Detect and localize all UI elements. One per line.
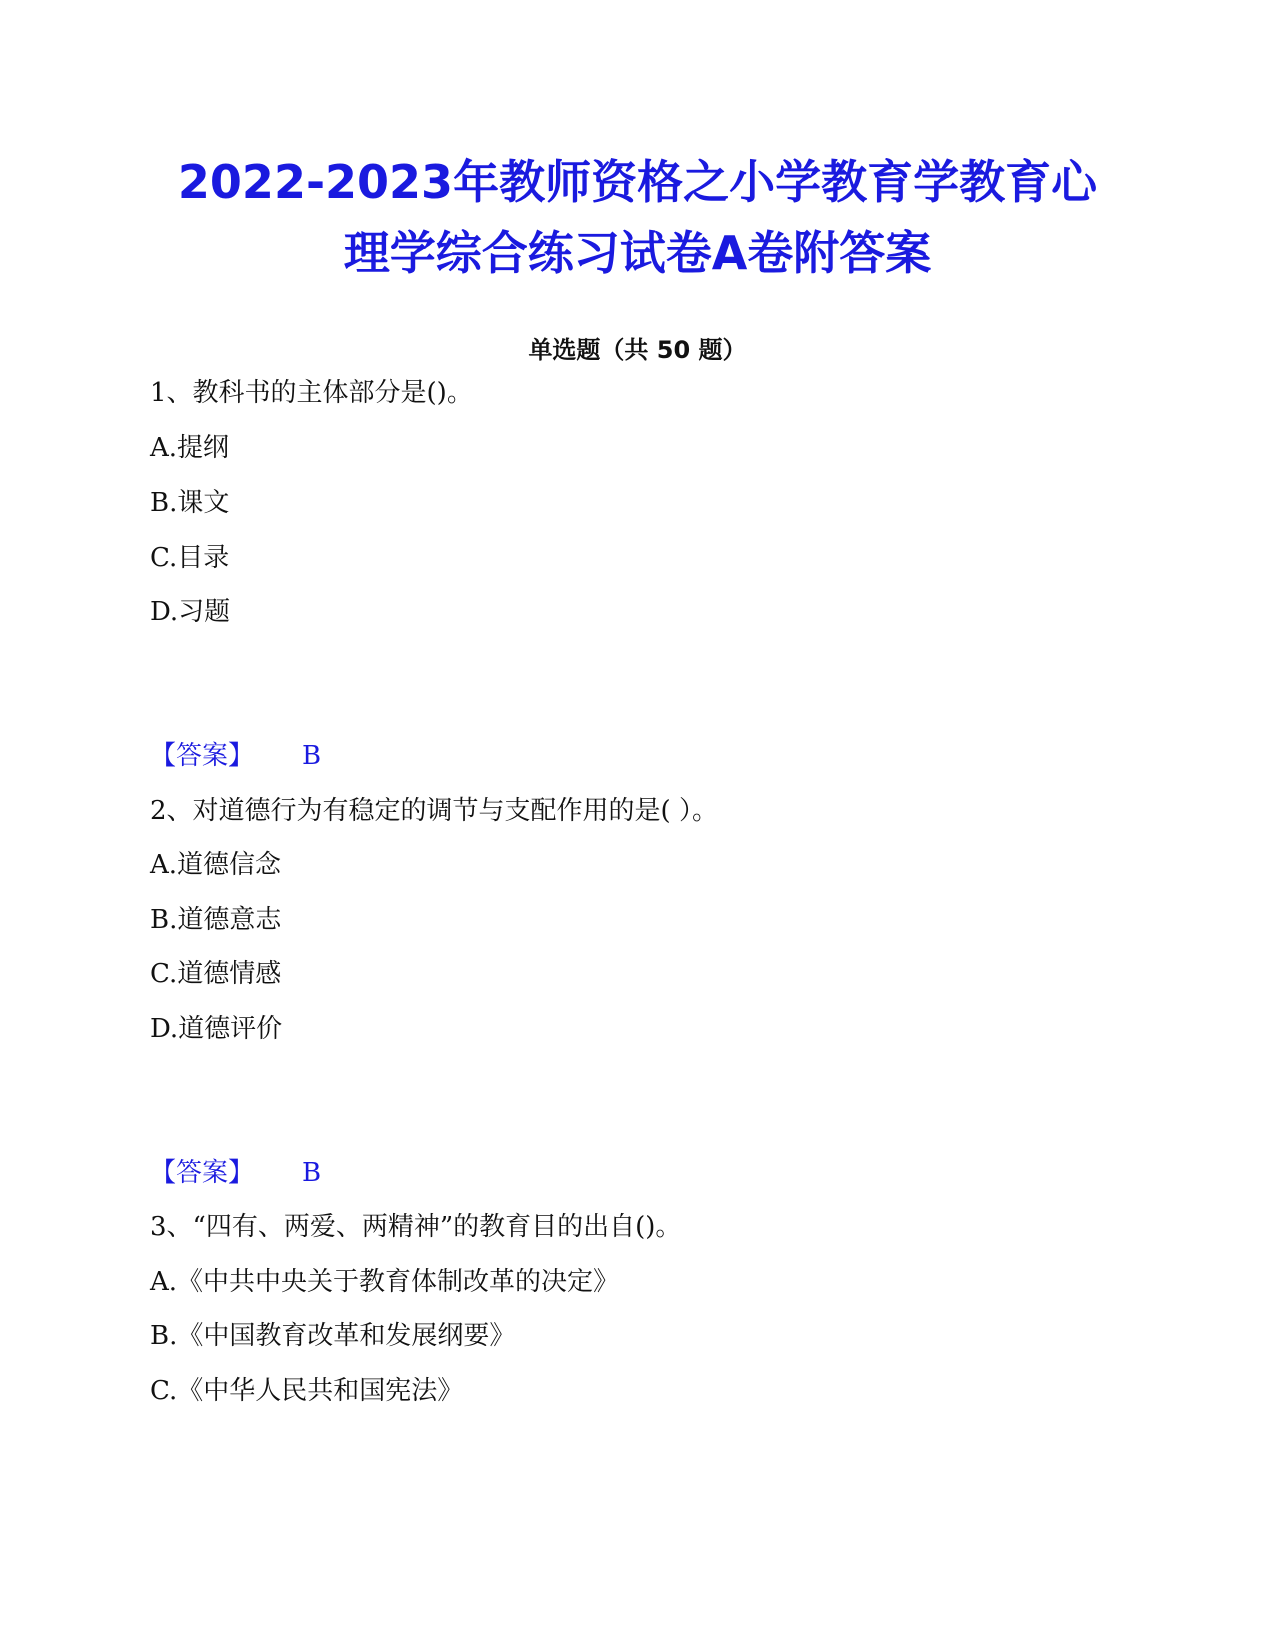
question-2-option-a: A.道德信念 bbox=[150, 850, 282, 880]
question-3-stem: 3、“四有、两爱、两精神”的教育目的出自()。 bbox=[150, 1212, 682, 1242]
answer-label: 【答案】 bbox=[150, 1158, 255, 1188]
question-1-stem: 1、教科书的主体部分是()。 bbox=[150, 378, 473, 408]
section-heading: 单选题（共 50 题） bbox=[528, 336, 747, 364]
question-3-option-c: C.《中华人民共和国宪法》 bbox=[150, 1376, 464, 1406]
question-3-option-a: A.《中共中央关于教育体制改革的决定》 bbox=[150, 1267, 620, 1297]
question-2-option-c: C.道德情感 bbox=[150, 959, 282, 989]
question-2-option-d: D.道德评价 bbox=[150, 1014, 283, 1044]
question-2-answer bbox=[150, 1155, 321, 1191]
answer-value: B bbox=[302, 1158, 322, 1188]
question-1-answer bbox=[150, 738, 321, 774]
document-title-line-2: 理学综合练习试卷A卷附答案 bbox=[343, 226, 932, 280]
question-1-option-c: C.目录 bbox=[150, 543, 230, 573]
question-1-option-b: B.课文 bbox=[150, 488, 230, 518]
question-3-option-b: B.《中国教育改革和发展纲要》 bbox=[150, 1321, 516, 1351]
document-title-line-1: 2022-2023年教师资格之小学教育学教育心 bbox=[177, 155, 1098, 209]
answer-label: 【答案】 bbox=[150, 741, 255, 771]
question-1-option-a: A.提纲 bbox=[150, 433, 230, 463]
question-2-option-b: B.道德意志 bbox=[150, 905, 282, 935]
answer-value: B bbox=[302, 741, 322, 771]
question-2-stem: 2、对道德行为有稳定的调节与支配作用的是( ）。 bbox=[150, 796, 718, 826]
question-1-option-d: D.习题 bbox=[150, 597, 231, 627]
